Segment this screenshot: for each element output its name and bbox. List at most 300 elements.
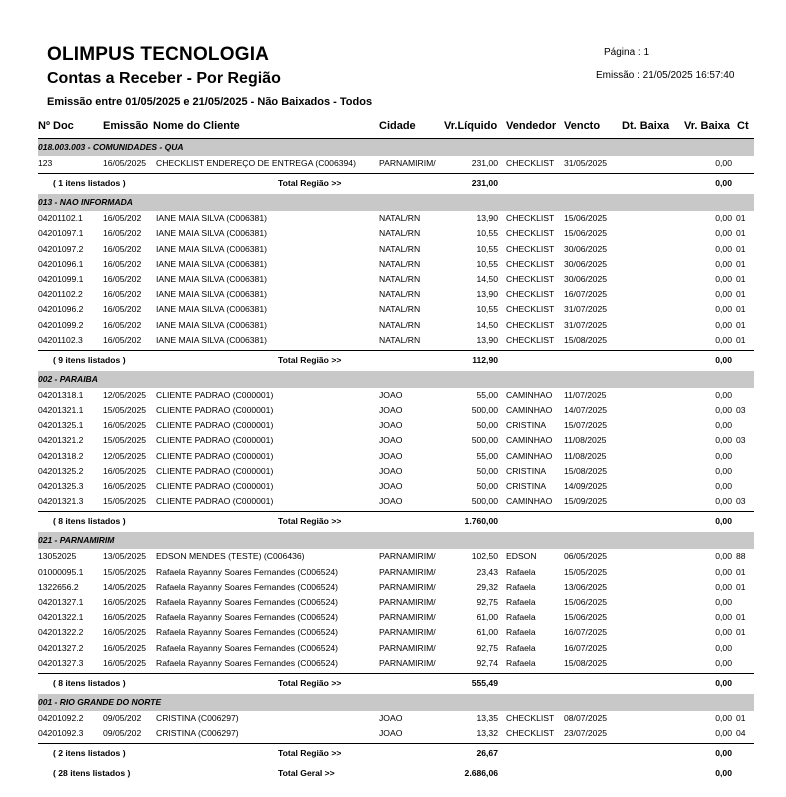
cell-cidade: NATAL/RN bbox=[379, 213, 421, 224]
cell-vr-baixa: 0,00 bbox=[715, 657, 732, 668]
cell-ct: 01 bbox=[736, 228, 746, 239]
cell-liquido: 55,00 bbox=[476, 450, 498, 461]
cell-vr-baixa: 0,00 bbox=[715, 596, 732, 607]
cell-doc: 04201102.3 bbox=[38, 334, 83, 345]
cell-vendedor: CHECKLIST bbox=[506, 712, 555, 723]
cell-vendedor: CHECKLIST bbox=[506, 728, 555, 739]
cell-vr-baixa: 0,00 bbox=[715, 450, 732, 461]
cell-vencto: 16/07/2025 bbox=[564, 289, 608, 300]
cell-liquido: 10,55 bbox=[476, 258, 498, 269]
cell-emissao: 16/05/2025 bbox=[103, 627, 147, 638]
cell-cidade: JOAO bbox=[379, 405, 403, 416]
cell-cliente: IANE MAIA SILVA (C006381) bbox=[156, 258, 267, 269]
cell-ct: 01 bbox=[736, 213, 746, 224]
cell-vendedor: Rafaela bbox=[506, 657, 536, 668]
cell-vencto: 14/09/2025 bbox=[564, 481, 608, 491]
cell-cidade: NATAL/RN bbox=[379, 334, 421, 345]
cell-cliente: CHECKLIST ENDEREÇO DE ENTREGA (C006394) bbox=[156, 158, 356, 168]
cell-cliente: IANE MAIA SILVA (C006381) bbox=[156, 213, 267, 224]
cell-emissao: 15/05/2025 bbox=[103, 405, 147, 416]
cell-liquido: 14,50 bbox=[476, 273, 498, 284]
cell-cliente: IANE MAIA SILVA (C006381) bbox=[156, 319, 267, 330]
cell-doc: 04201102.2 bbox=[38, 289, 83, 300]
col-cliente: Nome do Cliente bbox=[153, 120, 240, 132]
cell-liquido: 13,32 bbox=[476, 728, 498, 739]
cell-emissao: 16/05/202 bbox=[103, 304, 142, 315]
cell-doc: 123 bbox=[38, 158, 53, 168]
cell-vendedor: CAMINHAO bbox=[506, 496, 553, 507]
region-item-count: ( 2 itens listados ) bbox=[53, 748, 126, 759]
region-total-row bbox=[38, 173, 754, 192]
table-row bbox=[38, 287, 754, 302]
cell-doc: 04201321.3 bbox=[38, 496, 84, 507]
cell-cidade: PARNAMIRIM/ bbox=[379, 657, 436, 668]
table-row bbox=[38, 610, 754, 625]
cell-cliente: CLIENTE PADRAO (C000001) bbox=[156, 435, 274, 446]
region-total-label: Total Região >> bbox=[278, 354, 342, 365]
cell-vendedor: CRISTINA bbox=[506, 481, 547, 491]
region-band bbox=[38, 694, 754, 711]
col-doc: Nº Doc bbox=[38, 120, 74, 132]
cell-doc: 04201327.2 bbox=[38, 642, 84, 653]
table-row bbox=[38, 595, 754, 610]
cell-emissao: 16/05/2025 bbox=[103, 642, 147, 653]
cell-liquido: 13,35 bbox=[476, 712, 498, 723]
cell-doc: 04201325.2 bbox=[38, 465, 84, 476]
cell-vencto: 13/06/2025 bbox=[564, 581, 608, 592]
cell-ct: 01 bbox=[736, 612, 746, 623]
cell-vencto: 14/07/2025 bbox=[564, 405, 608, 416]
cell-vencto: 31/05/2025 bbox=[564, 158, 608, 168]
col-emissao: Emissão bbox=[103, 120, 149, 132]
table-row bbox=[38, 403, 754, 418]
cell-cidade: PARNAMIRIM/ bbox=[379, 158, 436, 168]
region-band bbox=[38, 532, 754, 549]
cell-vr-baixa: 0,00 bbox=[715, 627, 732, 638]
region-name: 013 - NAO INFORMADA bbox=[38, 197, 133, 208]
cell-doc: 04201327.1 bbox=[38, 596, 84, 607]
cell-vr-baixa: 0,00 bbox=[715, 481, 732, 491]
cell-cidade: JOAO bbox=[379, 481, 403, 491]
cell-cliente: Rafaela Rayanny Soares Fernandes (C006524) bbox=[156, 566, 339, 577]
cell-vencto: 11/08/2025 bbox=[564, 450, 607, 461]
cell-vencto: 06/05/2025 bbox=[564, 551, 608, 562]
cell-cidade: NATAL/RN bbox=[379, 289, 421, 300]
cell-cidade: NATAL/RN bbox=[379, 304, 421, 315]
cell-cidade: PARNAMIRIM/ bbox=[379, 581, 436, 592]
cell-vr-baixa: 0,00 bbox=[715, 566, 732, 577]
cell-liquido: 102,50 bbox=[471, 551, 498, 562]
cell-vr-baixa: 0,00 bbox=[715, 581, 732, 592]
cell-emissao: 16/05/2025 bbox=[103, 158, 147, 168]
region-item-count: ( 9 itens listados ) bbox=[53, 354, 126, 365]
region-total-baixa: 0,00 bbox=[715, 178, 732, 189]
region-total-value: 112,90 bbox=[472, 354, 498, 365]
cell-liquido: 61,00 bbox=[476, 627, 498, 638]
cell-ct: 88 bbox=[736, 551, 746, 562]
cell-vendedor: CAMINHAO bbox=[506, 435, 553, 446]
cell-ct: 01 bbox=[736, 319, 746, 330]
cell-emissao: 16/05/2025 bbox=[103, 657, 147, 668]
table-row bbox=[38, 549, 754, 564]
report-title: Contas a Receber - Por Região bbox=[47, 70, 281, 87]
region-name: 002 - PARAIBA bbox=[38, 373, 98, 384]
cell-emissao: 16/05/2025 bbox=[103, 612, 147, 623]
cell-cliente: CLIENTE PADRAO (C000001) bbox=[156, 450, 274, 461]
cell-liquido: 92,75 bbox=[476, 642, 498, 653]
table-row bbox=[38, 494, 754, 509]
cell-vr-baixa: 0,00 bbox=[715, 304, 732, 315]
cell-liquido: 13,90 bbox=[476, 289, 498, 300]
table-row bbox=[38, 711, 754, 726]
cell-doc: 04201092.3 bbox=[38, 728, 84, 739]
column-headers bbox=[38, 112, 754, 139]
cell-cliente: IANE MAIA SILVA (C006381) bbox=[156, 289, 267, 300]
cell-liquido: 14,50 bbox=[476, 319, 498, 330]
cell-cidade: JOAO bbox=[379, 420, 403, 431]
region-band bbox=[38, 139, 754, 156]
region-total-row bbox=[38, 511, 754, 530]
cell-emissao: 16/05/202 bbox=[103, 243, 142, 254]
cell-emissao: 09/05/202 bbox=[103, 712, 142, 723]
cell-doc: 04201322.1 bbox=[38, 612, 84, 623]
region-total-baixa: 0,00 bbox=[715, 748, 732, 759]
cell-doc: 04201099.1 bbox=[38, 273, 84, 284]
grand-total-value: 2.686,06 bbox=[464, 768, 498, 779]
cell-vencto: 31/07/2025 bbox=[564, 319, 608, 330]
cell-liquido: 500,00 bbox=[471, 435, 498, 446]
cell-cliente: IANE MAIA SILVA (C006381) bbox=[156, 273, 267, 284]
emission-timestamp: Emissão : 21/05/2025 16:57:40 bbox=[596, 70, 735, 81]
col-ct: Ct bbox=[737, 120, 749, 132]
region-item-count: ( 8 itens listados ) bbox=[53, 677, 126, 688]
table-row bbox=[38, 449, 754, 464]
table-row bbox=[38, 242, 754, 257]
cell-doc: 01000095.1 bbox=[38, 566, 84, 577]
region-total-row bbox=[38, 743, 754, 762]
cell-vr-baixa: 0,00 bbox=[715, 496, 732, 507]
cell-cliente: CLIENTE PADRAO (C000001) bbox=[156, 405, 274, 416]
cell-liquido: 50,00 bbox=[476, 420, 498, 431]
cell-cliente: CLIENTE PADRAO (C000001) bbox=[156, 465, 274, 476]
cell-vendedor: CHECKLIST bbox=[506, 304, 555, 315]
cell-liquido: 10,55 bbox=[476, 304, 498, 315]
cell-doc: 04201318.2 bbox=[38, 450, 84, 461]
cell-cidade: NATAL/RN bbox=[379, 243, 421, 254]
table-row bbox=[38, 302, 754, 317]
cell-liquido: 61,00 bbox=[476, 612, 498, 623]
cell-emissao: 16/05/2025 bbox=[103, 465, 147, 476]
cell-liquido: 231,00 bbox=[471, 158, 498, 168]
cell-vr-baixa: 0,00 bbox=[715, 158, 732, 168]
cell-cidade: JOAO bbox=[379, 465, 403, 476]
page-number: Página : 1 bbox=[604, 47, 650, 58]
col-vendedor: Vendedor bbox=[506, 120, 557, 132]
region-name: 018.003.003 - COMUNIDADES - QUA bbox=[38, 142, 184, 152]
cell-vendedor: CAMINHAO bbox=[506, 405, 553, 416]
cell-vencto: 30/06/2025 bbox=[564, 243, 608, 254]
region-total-value: 1.760,00 bbox=[464, 516, 498, 527]
cell-emissao: 16/05/202 bbox=[103, 319, 142, 330]
cell-cliente: IANE MAIA SILVA (C006381) bbox=[156, 243, 267, 254]
cell-vr-baixa: 0,00 bbox=[715, 334, 732, 345]
grand-total-row bbox=[38, 764, 754, 782]
cell-ct: 01 bbox=[736, 273, 746, 284]
table-row bbox=[38, 156, 754, 171]
cell-vencto: 11/08/2025 bbox=[564, 435, 607, 446]
cell-vendedor: CAMINHAO bbox=[506, 450, 553, 461]
cell-vencto: 15/06/2025 bbox=[564, 228, 608, 239]
cell-ct: 01 bbox=[736, 581, 746, 592]
cell-vendedor: Rafaela bbox=[506, 642, 536, 653]
cell-liquido: 13,90 bbox=[476, 213, 498, 224]
cell-cidade: PARNAMIRIM/ bbox=[379, 612, 436, 623]
cell-cidade: PARNAMIRIM/ bbox=[379, 596, 436, 607]
cell-cidade: JOAO bbox=[379, 728, 403, 739]
cell-cliente: Rafaela Rayanny Soares Fernandes (C006524) bbox=[156, 642, 339, 653]
cell-vendedor: CHECKLIST bbox=[506, 273, 555, 284]
table-row bbox=[38, 226, 754, 241]
cell-doc: 04201096.2 bbox=[38, 304, 84, 315]
cell-vendedor: CAMINHAO bbox=[506, 389, 553, 400]
cell-vr-baixa: 0,00 bbox=[715, 612, 732, 623]
cell-cidade: NATAL/RN bbox=[379, 258, 421, 269]
region-total-row bbox=[38, 673, 754, 692]
cell-liquido: 50,00 bbox=[476, 481, 498, 491]
cell-vencto: 11/07/2025 bbox=[564, 389, 607, 400]
cell-liquido: 10,55 bbox=[476, 243, 498, 254]
cell-vendedor: CHECKLIST bbox=[506, 243, 555, 254]
table-row bbox=[38, 656, 754, 671]
cell-liquido: 92,74 bbox=[476, 657, 498, 668]
region-total-label: Total Região >> bbox=[278, 516, 342, 527]
cell-cidade: JOAO bbox=[379, 496, 403, 507]
cell-vendedor: Rafaela bbox=[506, 566, 536, 577]
cell-ct: 01 bbox=[736, 566, 746, 577]
col-liquido: Vr.Líquido bbox=[444, 120, 498, 132]
cell-liquido: 10,55 bbox=[476, 228, 498, 239]
cell-ct: 03 bbox=[736, 496, 746, 507]
cell-vr-baixa: 0,00 bbox=[715, 273, 732, 284]
cell-vendedor: CHECKLIST bbox=[506, 334, 555, 345]
cell-emissao: 16/05/202 bbox=[103, 334, 142, 345]
cell-emissao: 16/05/202 bbox=[103, 228, 142, 239]
report-filter: Emissão entre 01/05/2025 e 21/05/2025 - Não Baixados - Todos bbox=[47, 96, 373, 108]
region-total-value: 555,49 bbox=[471, 677, 498, 688]
cell-vendedor: CHECKLIST bbox=[506, 258, 555, 269]
region-band bbox=[38, 194, 754, 211]
cell-vr-baixa: 0,00 bbox=[715, 228, 732, 239]
cell-doc: 04201327.3 bbox=[38, 657, 84, 668]
cell-vr-baixa: 0,00 bbox=[715, 642, 732, 653]
cell-vr-baixa: 0,00 bbox=[715, 420, 732, 431]
region-item-count: ( 8 itens listados ) bbox=[53, 516, 126, 527]
cell-cliente: CLIENTE PADRAO (C000001) bbox=[156, 420, 274, 431]
table-row bbox=[38, 580, 754, 595]
cell-vr-baixa: 0,00 bbox=[715, 258, 732, 269]
cell-doc: 04201321.2 bbox=[38, 435, 84, 446]
cell-cliente: Rafaela Rayanny Soares Fernandes (C006524) bbox=[156, 612, 339, 623]
cell-doc: 04201318.1 bbox=[38, 389, 84, 400]
grand-total-baixa: 0,00 bbox=[715, 768, 732, 779]
cell-liquido: 50,00 bbox=[476, 465, 498, 476]
col-vr-baixa: Vr. Baixa bbox=[684, 120, 730, 132]
cell-emissao: 15/05/2025 bbox=[103, 435, 147, 446]
cell-cidade: NATAL/RN bbox=[379, 273, 421, 284]
cell-ct: 01 bbox=[736, 627, 746, 638]
region-total-label: Total Região >> bbox=[278, 677, 342, 688]
cell-liquido: 29,32 bbox=[476, 581, 498, 592]
cell-vr-baixa: 0,00 bbox=[715, 405, 732, 416]
cell-doc: 04201102.1 bbox=[38, 213, 83, 224]
region-total-baixa: 0,00 bbox=[715, 354, 732, 365]
region-total-value: 26,67 bbox=[476, 748, 498, 759]
region-name: 021 - PARNAMIRIM bbox=[38, 535, 115, 546]
cell-doc: 13052025 bbox=[38, 551, 77, 562]
cell-emissao: 16/05/202 bbox=[103, 213, 142, 224]
table-row bbox=[38, 318, 754, 333]
region-item-count: ( 1 itens listados ) bbox=[53, 178, 126, 189]
cell-vencto: 16/07/2025 bbox=[564, 642, 608, 653]
cell-vencto: 15/07/2025 bbox=[564, 420, 608, 431]
cell-vencto: 15/08/2025 bbox=[564, 657, 608, 668]
cell-cliente: Rafaela Rayanny Soares Fernandes (C006524) bbox=[156, 627, 339, 638]
cell-cidade: JOAO bbox=[379, 712, 403, 723]
cell-vencto: 15/05/2025 bbox=[564, 566, 608, 577]
cell-doc: 04201097.2 bbox=[38, 243, 84, 254]
cell-cliente: Rafaela Rayanny Soares Fernandes (C006524) bbox=[156, 657, 339, 668]
cell-vr-baixa: 0,00 bbox=[715, 213, 732, 224]
cell-cidade: PARNAMIRIM/ bbox=[379, 551, 436, 562]
cell-cidade: PARNAMIRIM/ bbox=[379, 566, 436, 577]
cell-emissao: 09/05/202 bbox=[103, 728, 142, 739]
table-row bbox=[38, 479, 754, 494]
cell-liquido: 13,90 bbox=[476, 334, 498, 345]
cell-vendedor: Rafaela bbox=[506, 627, 536, 638]
cell-emissao: 12/05/2025 bbox=[103, 450, 147, 461]
cell-vencto: 15/06/2025 bbox=[564, 612, 608, 623]
cell-liquido: 23,43 bbox=[476, 566, 498, 577]
col-dt-baixa: Dt. Baixa bbox=[622, 120, 670, 132]
region-total-row bbox=[38, 350, 754, 369]
cell-emissao: 16/05/202 bbox=[103, 273, 142, 284]
cell-doc: 04201096.1 bbox=[38, 258, 84, 269]
cell-vr-baixa: 0,00 bbox=[715, 712, 732, 723]
cell-vr-baixa: 0,00 bbox=[715, 551, 732, 562]
cell-vencto: 30/06/2025 bbox=[564, 273, 608, 284]
table-row bbox=[38, 464, 754, 479]
region-band bbox=[38, 371, 754, 388]
cell-vr-baixa: 0,00 bbox=[715, 465, 732, 476]
cell-vencto: 15/06/2025 bbox=[564, 213, 608, 224]
cell-vendedor: CRISTINA bbox=[506, 420, 547, 431]
region-name: 001 - RIO GRANDE DO NORTE bbox=[38, 696, 162, 707]
cell-vencto: 15/09/2025 bbox=[564, 496, 608, 507]
table-row bbox=[38, 272, 754, 287]
table-row bbox=[38, 726, 754, 741]
table-row bbox=[38, 433, 754, 448]
cell-cliente: Rafaela Rayanny Soares Fernandes (C006524) bbox=[156, 596, 339, 607]
cell-cliente: CLIENTE PADRAO (C000001) bbox=[156, 481, 274, 491]
cell-doc: 04201325.3 bbox=[38, 481, 84, 491]
cell-doc: 04201322.2 bbox=[38, 627, 84, 638]
cell-vendedor: CRISTINA bbox=[506, 465, 547, 476]
cell-cliente: CLIENTE PADRAO (C000001) bbox=[156, 389, 274, 400]
cell-doc: 04201092.2 bbox=[38, 712, 84, 723]
cell-vendedor: CHECKLIST bbox=[506, 289, 555, 300]
cell-cidade: PARNAMIRIM/ bbox=[379, 627, 436, 638]
cell-cliente: CRISTINA (C006297) bbox=[156, 728, 239, 739]
cell-emissao: 16/05/202 bbox=[103, 289, 142, 300]
cell-ct: 01 bbox=[736, 243, 746, 254]
cell-emissao: 16/05/2025 bbox=[103, 420, 147, 431]
cell-vendedor: Rafaela bbox=[506, 581, 536, 592]
cell-vencto: 15/08/2025 bbox=[564, 334, 608, 345]
cell-cliente: CRISTINA (C006297) bbox=[156, 712, 239, 723]
region-total-baixa: 0,00 bbox=[715, 677, 732, 688]
cell-cidade: JOAO bbox=[379, 389, 403, 400]
cell-liquido: 55,00 bbox=[476, 389, 498, 400]
cell-ct: 01 bbox=[736, 258, 746, 269]
cell-vr-baixa: 0,00 bbox=[715, 243, 732, 254]
table-row bbox=[38, 641, 754, 656]
cell-vendedor: CHECKLIST bbox=[506, 319, 555, 330]
company-name: OLIMPUS TECNOLOGIA bbox=[47, 44, 270, 65]
cell-cliente: EDSON MENDES (TESTE) (C006436) bbox=[156, 551, 305, 562]
cell-cidade: JOAO bbox=[379, 450, 403, 461]
cell-vr-baixa: 0,00 bbox=[715, 389, 732, 400]
cell-ct: 03 bbox=[736, 405, 746, 416]
cell-cidade: NATAL/RN bbox=[379, 228, 421, 239]
table-row bbox=[38, 418, 754, 433]
cell-vendedor: EDSON bbox=[506, 551, 537, 562]
grand-item-count: ( 28 itens listados ) bbox=[53, 768, 131, 779]
cell-doc: 1322656.2 bbox=[38, 581, 79, 592]
cell-ct: 01 bbox=[736, 304, 746, 315]
cell-cliente: Rafaela Rayanny Soares Fernandes (C006524) bbox=[156, 581, 339, 592]
region-total-label: Total Região >> bbox=[278, 748, 342, 759]
cell-cidade: NATAL/RN bbox=[379, 319, 421, 330]
cell-cliente: IANE MAIA SILVA (C006381) bbox=[156, 304, 267, 315]
cell-doc: 04201097.1 bbox=[38, 228, 84, 239]
cell-vr-baixa: 0,00 bbox=[715, 728, 732, 739]
table-row bbox=[38, 257, 754, 272]
table-row bbox=[38, 625, 754, 640]
cell-cidade: PARNAMIRIM/ bbox=[379, 642, 436, 653]
cell-vr-baixa: 0,00 bbox=[715, 319, 732, 330]
table-row bbox=[38, 565, 754, 580]
cell-doc: 04201099.2 bbox=[38, 319, 84, 330]
cell-vencto: 30/06/2025 bbox=[564, 258, 608, 269]
cell-ct: 01 bbox=[736, 289, 746, 300]
cell-vencto: 16/07/2025 bbox=[564, 627, 608, 638]
cell-doc: 04201325.1 bbox=[38, 420, 84, 431]
cell-emissao: 12/05/2025 bbox=[103, 389, 147, 400]
cell-vendedor: Rafaela bbox=[506, 596, 536, 607]
cell-emissao: 14/05/2025 bbox=[103, 581, 147, 592]
cell-emissao: 15/05/2025 bbox=[103, 566, 147, 577]
cell-emissao: 15/05/2025 bbox=[103, 496, 147, 507]
cell-ct: 01 bbox=[736, 334, 746, 345]
table-row bbox=[38, 388, 754, 403]
region-total-baixa: 0,00 bbox=[715, 516, 732, 527]
cell-doc: 04201321.1 bbox=[38, 405, 84, 416]
cell-emissao: 16/05/2025 bbox=[103, 596, 147, 607]
grand-total-label: Total Geral >> bbox=[278, 768, 335, 779]
cell-vr-baixa: 0,00 bbox=[715, 435, 732, 446]
cell-liquido: 92,75 bbox=[476, 596, 498, 607]
cell-cliente: IANE MAIA SILVA (C006381) bbox=[156, 334, 267, 345]
